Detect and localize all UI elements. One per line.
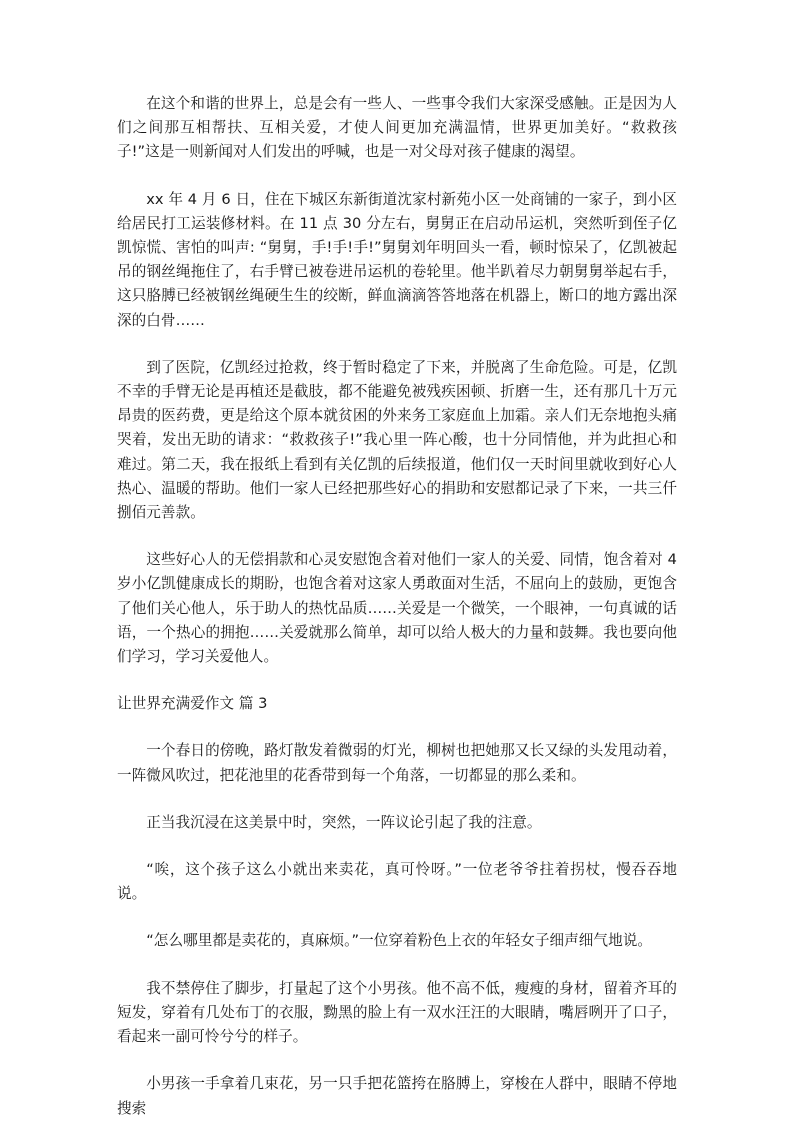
paragraph-7: “唉，这个孩子这么小就出来卖花，真可怜呀。”一位老爷爷拄着拐杖，慢吞吞地说。 (117, 861, 677, 903)
paragraph-2: xx 年 4 月 6 日，住在下城区东新街道沈家村新苑小区一处商铺的一家子，到小区给居民打工运装修材料。在 11 点 30 分左右，舅舅正在启动吊运机，突然听到侄子亿凯惊慌、害怕的叫声: “舅舅，手!手!手!”舅舅刘年明回头一看，顿时惊呆了，亿凯被起吊的钢丝绳拖住了，右手臂已被卷进吊运机的卷轮里。他半趴着尽力朝舅舅举起右手，这只胳膊已经被钢丝绳硬生生的绞断，鲜血滴滴答答地落在机器上，断口的地方露出深深的白骨…… (117, 190, 677, 329)
paragraph-9: 我不禁停住了脚步，打量起了这个小男孩。他不高不低，瘦瘦的身材，留着齐耳的短发，穿着有几处布丁的衣服，黝黑的脸上有一双水汪汪的大眼睛，嘴唇咧开了口子，看起来一副可怜兮兮的样子。 (117, 979, 677, 1046)
paragraph-8: “怎么哪里都是卖花的，真麻烦。”一位穿着粉色上衣的年轻女子细声细气地说。 (146, 932, 652, 950)
document-page (117, 92, 677, 1121)
paragraph-3: 到了医院，亿凯经过抢救，终于暂时稳定了下来，并脱离了生命危险。可是，亿凯不幸的手臂无论是再植还是截肢，都不能避免被残疾困顿、折磨一生，还有那几十万元昂贵的医药费，更是给这个原本就贫困的外来务工家庭血上加霜。亲人们无奈地抱头痛哭着，发出无助的请求：“救救孩子!”我心里一阵心酸，也十分同情他，并为此担心和难过。第二天，我在报纸上看到有关亿凯的后续报道，他们仅一天时间里就收到好心人热心、温暖的帮助。他们一家人已经把那些好心的捐助和安慰都记录了下来，一共三仟捌佰元善款。 (117, 358, 677, 522)
paragraph-10: 小男孩一手拿着几束花，另一只手把花篮挎在胳膊上，穿梭在人群中，眼睛不停地搜索 (117, 1075, 677, 1117)
paragraph-5: 一个春日的傍晚，路灯散发着微弱的灯光，柳树也把她那又长又绿的头发甩动着，一阵微风吹过，把花池里的花香带到每一个角落，一切都显的那么柔和。 (117, 742, 677, 784)
paragraph-1: 在这个和谐的世界上，总是会有一些人、一些事令我们大家深受感触。正是因为人们之间那互相帮扶、互相关爱，才使人间更加充满温情，世界更加美好。“救救孩子!”这是一则新闻对人们发出的呼喊，也是一对父母对孩子健康的渴望。 (117, 95, 677, 161)
section-heading: 让世界充满爱作文 篇 3 (117, 695, 268, 713)
paragraph-6: 正当我沉浸在这美景中时，突然，一阵议论引起了我的注意。 (146, 813, 542, 831)
paragraph-4: 这些好心人的无偿捐款和心灵安慰饱含着对他们一家人的关爱、同情，饱含着对 4 岁小亿凯健康成长的期盼，也饱含着对这家人勇敢面对生活，不屈向上的鼓励，更饱含了他们关心他人，乐于助人的热忱品质……关爱是一个微笑，一个眼神，一句真诚的话语，一个热心的拥抱……关爱就那么简单，却可以给人极大的力量和鼓舞。我也要向他们学习，学习关爱他人。 (117, 551, 677, 666)
